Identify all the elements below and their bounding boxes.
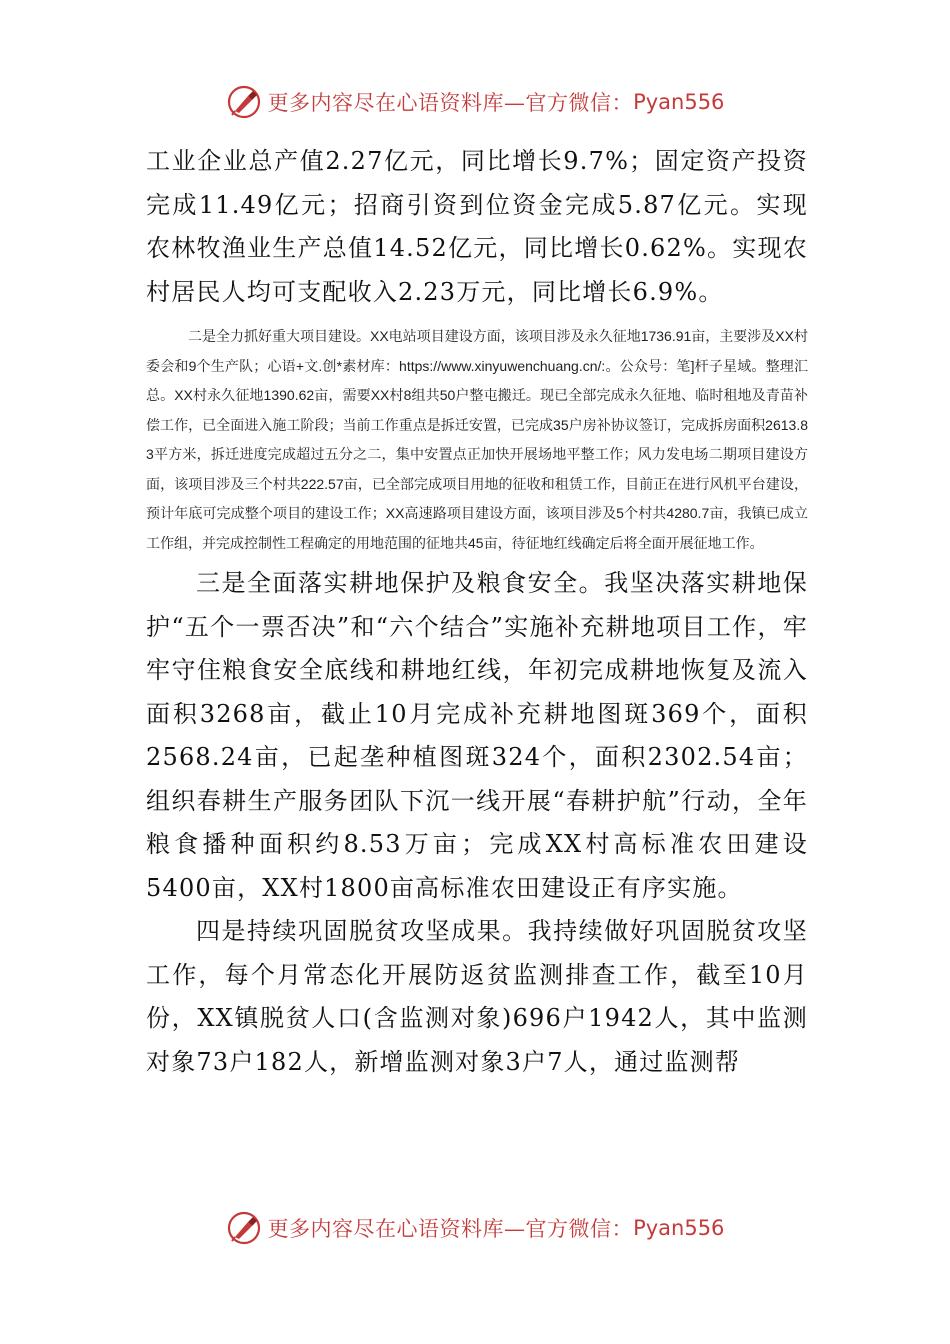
paragraph-farmland-protection: 三是全面落实耕地保护及粮食安全。我坚决落实耕地保护“五个一票否决”和“六个结合”实施补充耕地项目工作，牢牢守住粮食安全底线和耕地红线，年初完成耕地恢复及流入面积3268亩，截止10月完成补充耕地图斑369个，面积2568.24亩，已起垄种植图斑324个，面积2302.54亩；组织春耕生产服务团队下沉一线开展“春耕护航”行动，全年粮食播种面积约8.53万亩；完成XX村高标准农田建设5400亩，XX村1800亩高标准农田建设正有序实施。	[146, 569, 808, 902]
header-banner	[0, 80, 950, 124]
footer-banner	[0, 1206, 950, 1250]
footer-slogan: 更多内容尽在心语资料库—官方微信：	[267, 1217, 634, 1241]
document-body	[146, 140, 808, 1084]
footer-contact: Pyan556	[633, 1216, 725, 1240]
paragraph-major-projects: 二是全力抓好重大项目建设。XX电站项目建设方面，该项目涉及永久征地1736.91亩，主要涉及XX村委会和9个生产队；心语+文.创*素材库：https://www.xinyuwenchuang.cn/:。公众号：笔]杆子星域。整理汇总。XX村永久征地1390.62亩，需要XX村8组共50户整屯搬迁。现已全部完成永久征地、临时租地及青苗补偿工作，已全面进入施工阶段；当前工作重点是拆迁安置，已完成35户房补协议签订，完成拆房面积2613.83平方米，拆迁进度完成超过五分之二，集中安置点正加快开展场地平整工作；风力发电场二期项目建设方面，该项目涉及三个村共222.57亩，已全部完成项目用地的征收和租赁工作，目前正在进行风机平台建设，预计年底可完成整个项目的建设工作；XX高速路项目建设方面，该项目涉及5个村共4280.7亩，我镇已成立工作组，并完成控制性工程确定的用地范围的征地共45亩，待征地红线确定后将全面开展征地工作。	[146, 328, 808, 551]
pen-nib-logo-icon	[226, 84, 262, 120]
pen-nib-logo-icon	[226, 1210, 262, 1246]
paragraph-economic-indicators: 工业企业总产值2.27亿元，同比增长9.7%；固定资产投资完成11.49亿元；招商引资到位资金完成5.87亿元。实现农林牧渔业生产总值14.52亿元，同比增长0.62%。实现农村居民人均可支配收入2.23万元，同比增长6.9%。	[146, 147, 808, 306]
header-slogan: 更多内容尽在心语资料库—官方微信：	[267, 91, 634, 115]
paragraph-poverty-alleviation: 四是持续巩固脱贫攻坚成果。我持续做好巩固脱贫攻坚工作，每个月常态化开展防返贫监测排查工作，截至10月份，XX镇脱贫人口(含监测对象)696户1942人，其中监测对象73户182人，新增监测对象3户7人，通过监测帮	[146, 917, 808, 1076]
header-contact: Pyan556	[633, 90, 725, 114]
